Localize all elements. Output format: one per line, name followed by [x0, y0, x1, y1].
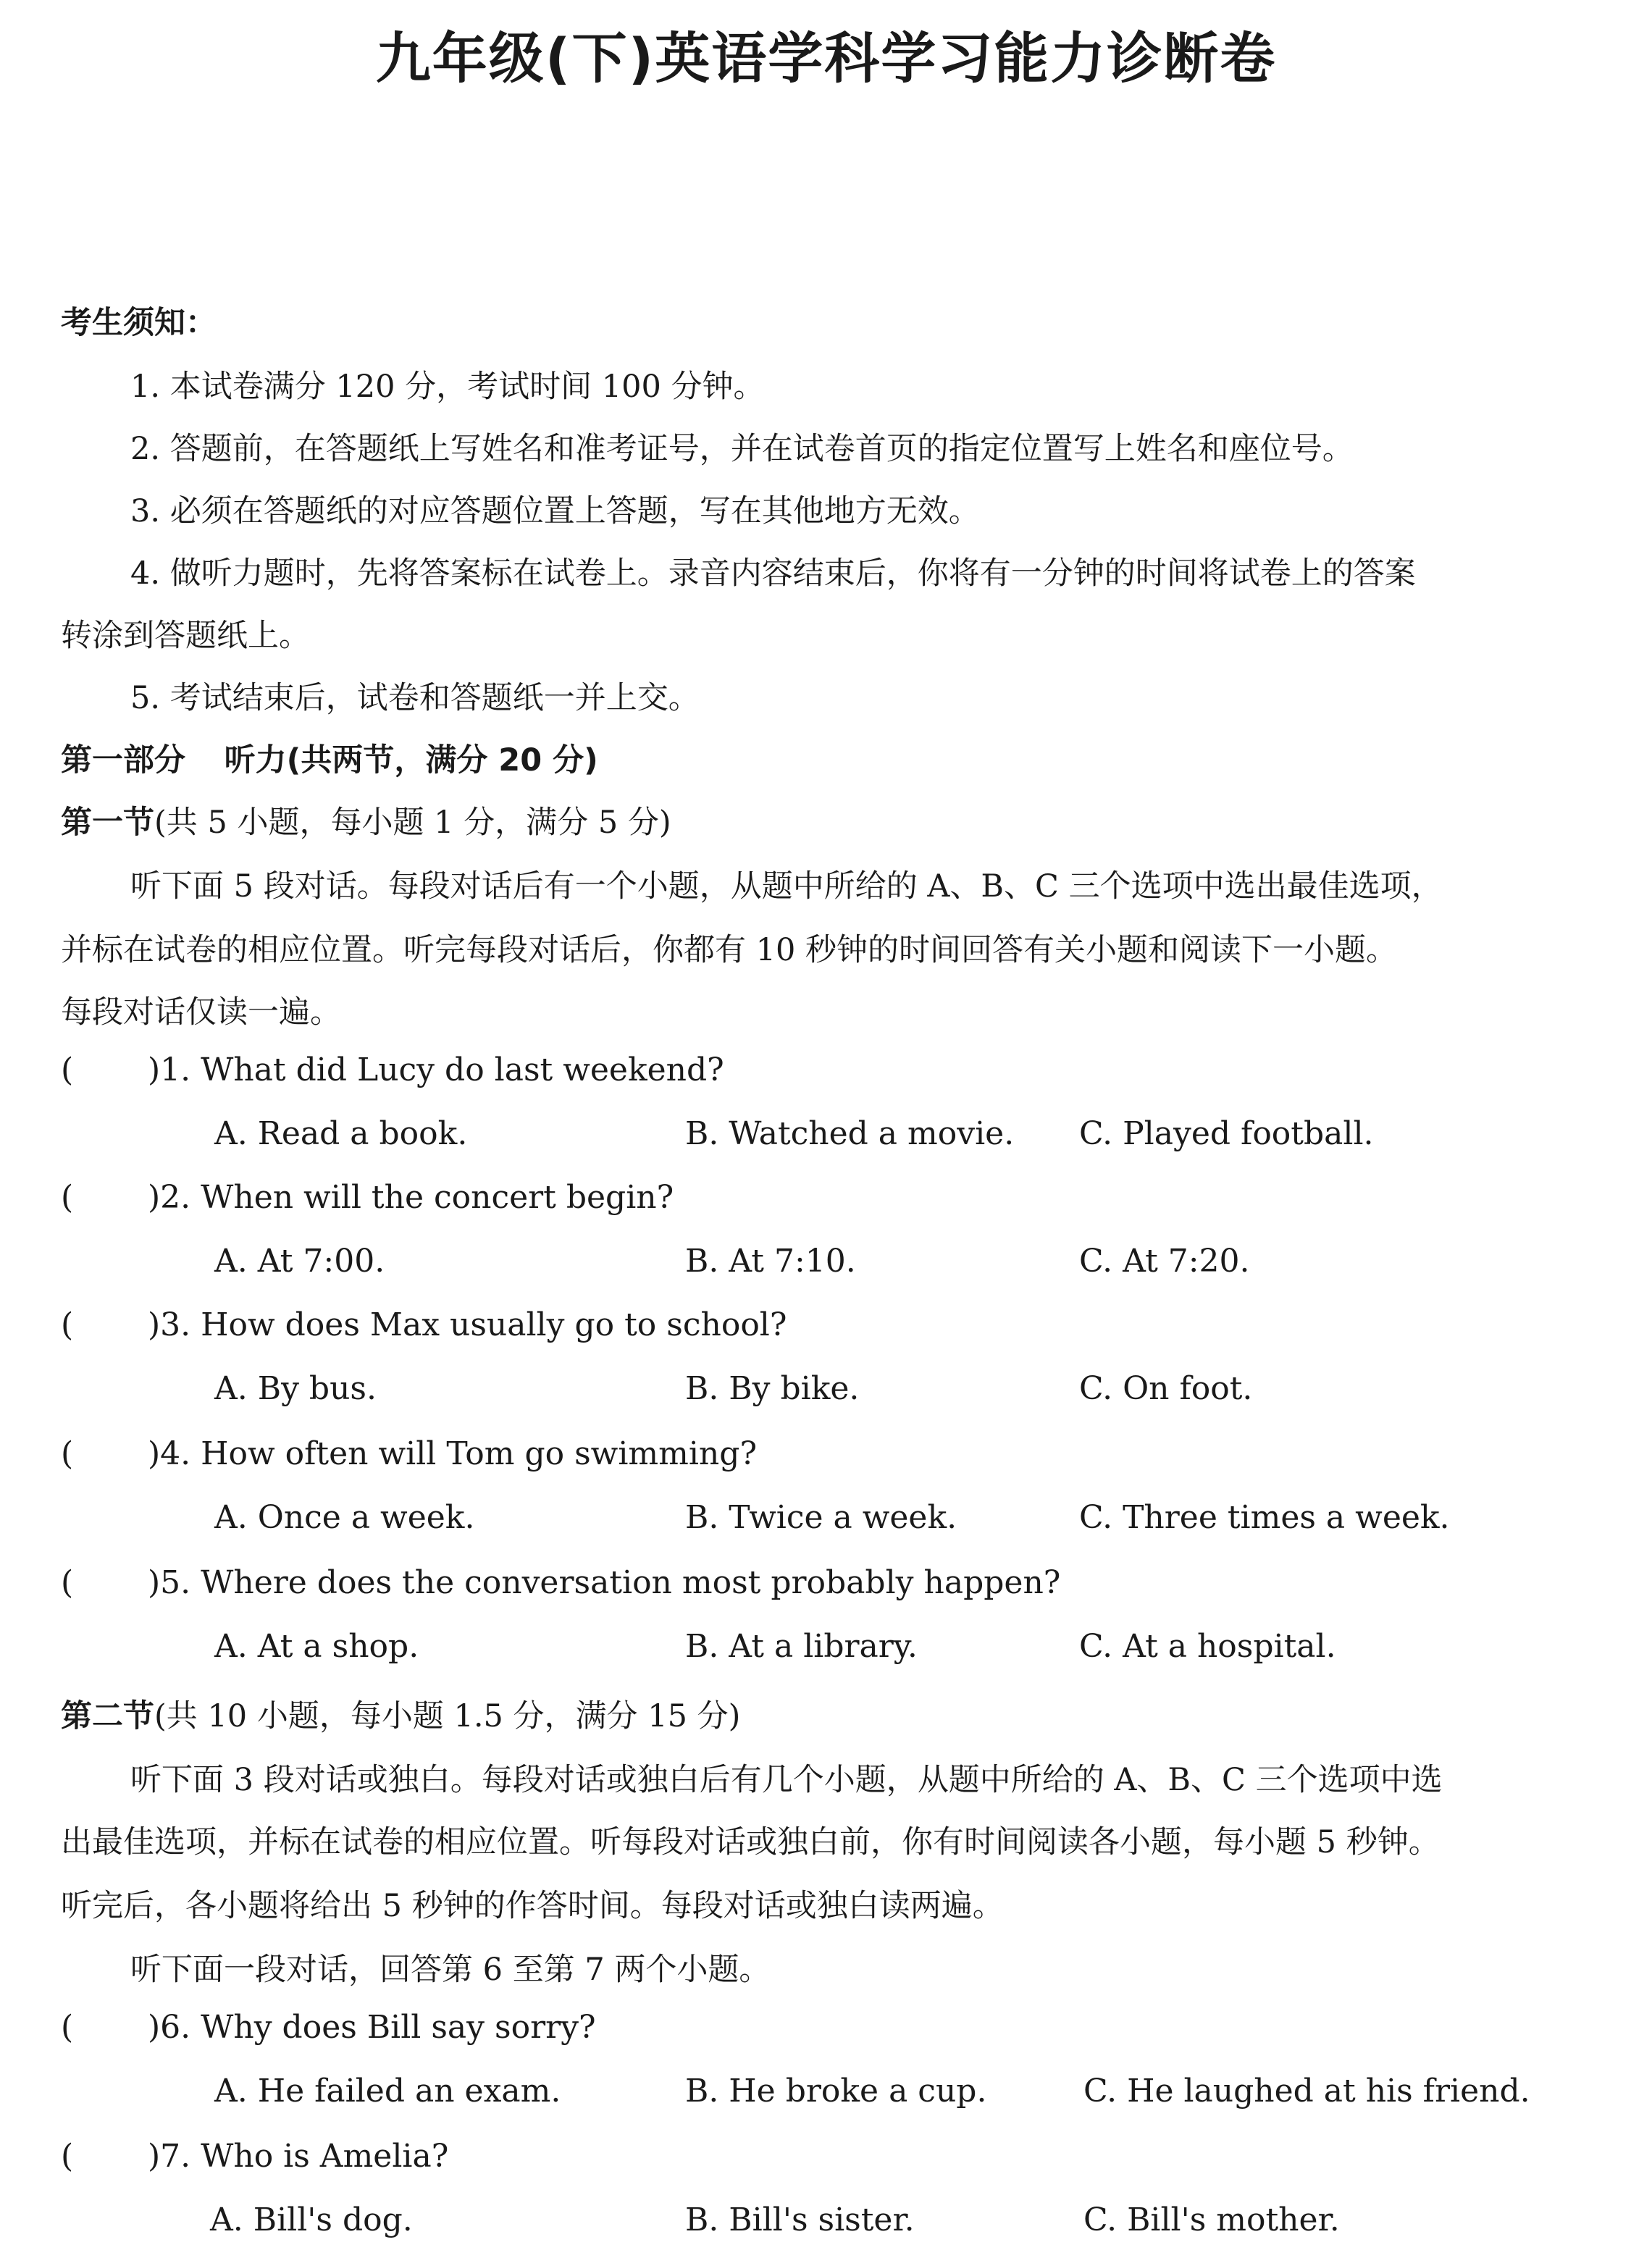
question-5: [61, 1564, 1060, 1601]
question-stem: )1. What did Lucy do last weekend?: [148, 1051, 724, 1088]
section2-instruction: 出最佳选项，并标在试卷的相应位置。听每段对话或独白前，你有时间阅读各小题，每小题 5 秒钟。: [61, 1824, 1440, 1860]
question-3: [61, 1306, 787, 1343]
answer-blank[interactable]: (: [61, 2009, 74, 2046]
option-b: B. He broke a cup.: [685, 2073, 987, 2110]
option-a: A. At a shop.: [214, 1628, 419, 1665]
option-a: A. By bus.: [214, 1370, 377, 1407]
option-b: B. Twice a week.: [685, 1499, 957, 1536]
part1-heading-detail: 听力(共两节，满分 20 分): [224, 742, 598, 778]
section1-heading-label: 第一节: [61, 805, 154, 841]
part1-heading-label: 第一部分: [61, 742, 185, 778]
question-stem: )4. How often will Tom go swimming?: [148, 1435, 758, 1472]
option-a: A. Bill's dog.: [210, 2201, 413, 2238]
notice-item: 2. 答题前，在答题纸上写姓名和准考证号，并在试卷首页的指定位置写上姓名和座位号。: [130, 431, 1354, 467]
section1-instruction: 每段对话仅读一遍。: [61, 994, 341, 1030]
notice-item: 5. 考试结束后，试卷和答题纸一并上交。: [130, 680, 700, 716]
section2-sub-instruction: 听下面一段对话，回答第 6 至第 7 两个小题。: [130, 1952, 771, 1988]
section2-heading-detail: (共 10 小题，每小题 1.5 分，满分 15 分): [154, 1698, 741, 1734]
option-c: C. On foot.: [1079, 1370, 1253, 1407]
section1-instruction: 并标在试卷的相应位置。听完每段对话后，你都有 10 秒钟的时间回答有关小题和阅读下一小题。: [61, 932, 1398, 968]
answer-blank[interactable]: (: [61, 2138, 74, 2175]
option-c: C. Bill's mother.: [1083, 2201, 1340, 2238]
answer-blank[interactable]: (: [61, 1051, 74, 1088]
option-c: C. At 7:20.: [1079, 1243, 1250, 1280]
question-4: [61, 1435, 757, 1472]
option-b: B. Bill's sister.: [685, 2201, 915, 2238]
notice-item: 4. 做听力题时，先将答案标在试卷上。录音内容结束后，你将有一分钟的时间将试卷上的答案: [130, 555, 1416, 592]
question-stem: )2. When will the concert begin?: [148, 1179, 674, 1216]
section2-heading: [61, 1692, 740, 1736]
option-c: C. Three times a week.: [1079, 1499, 1450, 1536]
section1-heading-detail: (共 5 小题，每小题 1 分，满分 5 分): [154, 805, 671, 841]
option-c: C. At a hospital.: [1079, 1628, 1336, 1665]
answer-blank[interactable]: (: [61, 1306, 74, 1343]
option-b: B. By bike.: [685, 1370, 860, 1407]
option-a: A. Once a week.: [214, 1499, 475, 1536]
option-a: A. Read a book.: [214, 1115, 468, 1152]
question-stem: )5. Where does the conversation most probably happen?: [148, 1564, 1061, 1601]
notice-item-continued: 转涂到答题纸上。: [61, 618, 310, 654]
question-stem: )6. Why does Bill say sorry?: [148, 2009, 596, 2046]
answer-blank[interactable]: (: [61, 1179, 74, 1216]
question-1: [61, 1051, 724, 1088]
notice-item: 1. 本试卷满分 120 分，考试时间 100 分钟。: [130, 369, 765, 405]
notice-heading: 考生须知：: [61, 305, 217, 341]
option-b: B. Watched a movie.: [685, 1115, 1015, 1152]
question-2: [61, 1179, 674, 1216]
option-c: C. Played football.: [1079, 1115, 1374, 1152]
notice-item: 3. 必须在答题纸的对应答题位置上答题，写在其他地方无效。: [130, 493, 980, 529]
question-7: [61, 2138, 448, 2175]
page-title: 九年级(下)英语学科学习能力诊断卷: [375, 26, 1277, 91]
option-a: A. He failed an exam.: [214, 2073, 561, 2110]
option-c: C. He laughed at his friend.: [1083, 2073, 1530, 2110]
section2-instruction: 听下面 3 段对话或独白。每段对话或独白后有几个小题，从题中所给的 A、B、C 三个选项中选: [130, 1762, 1443, 1798]
question-6: [61, 2009, 596, 2046]
option-b: B. At 7:10.: [685, 1243, 856, 1280]
answer-blank[interactable]: (: [61, 1435, 74, 1472]
answer-blank[interactable]: (: [61, 1564, 74, 1601]
section2-instruction: 听完后，各小题将给出 5 秒钟的作答时间。每段对话或独白读两遍。: [61, 1888, 1004, 1924]
section2-heading-label: 第二节: [61, 1698, 154, 1734]
part1-heading: [61, 736, 598, 780]
option-a: A. At 7:00.: [214, 1243, 385, 1280]
section1-instruction: 听下面 5 段对话。每段对话后有一个小题，从题中所给的 A、B、C 三个选项中选出最佳选项，: [130, 868, 1443, 904]
section1-heading: [61, 798, 671, 842]
question-stem: )3. How does Max usually go to school?: [148, 1306, 787, 1343]
question-stem: )7. Who is Amelia?: [148, 2138, 449, 2175]
option-b: B. At a library.: [685, 1628, 918, 1665]
